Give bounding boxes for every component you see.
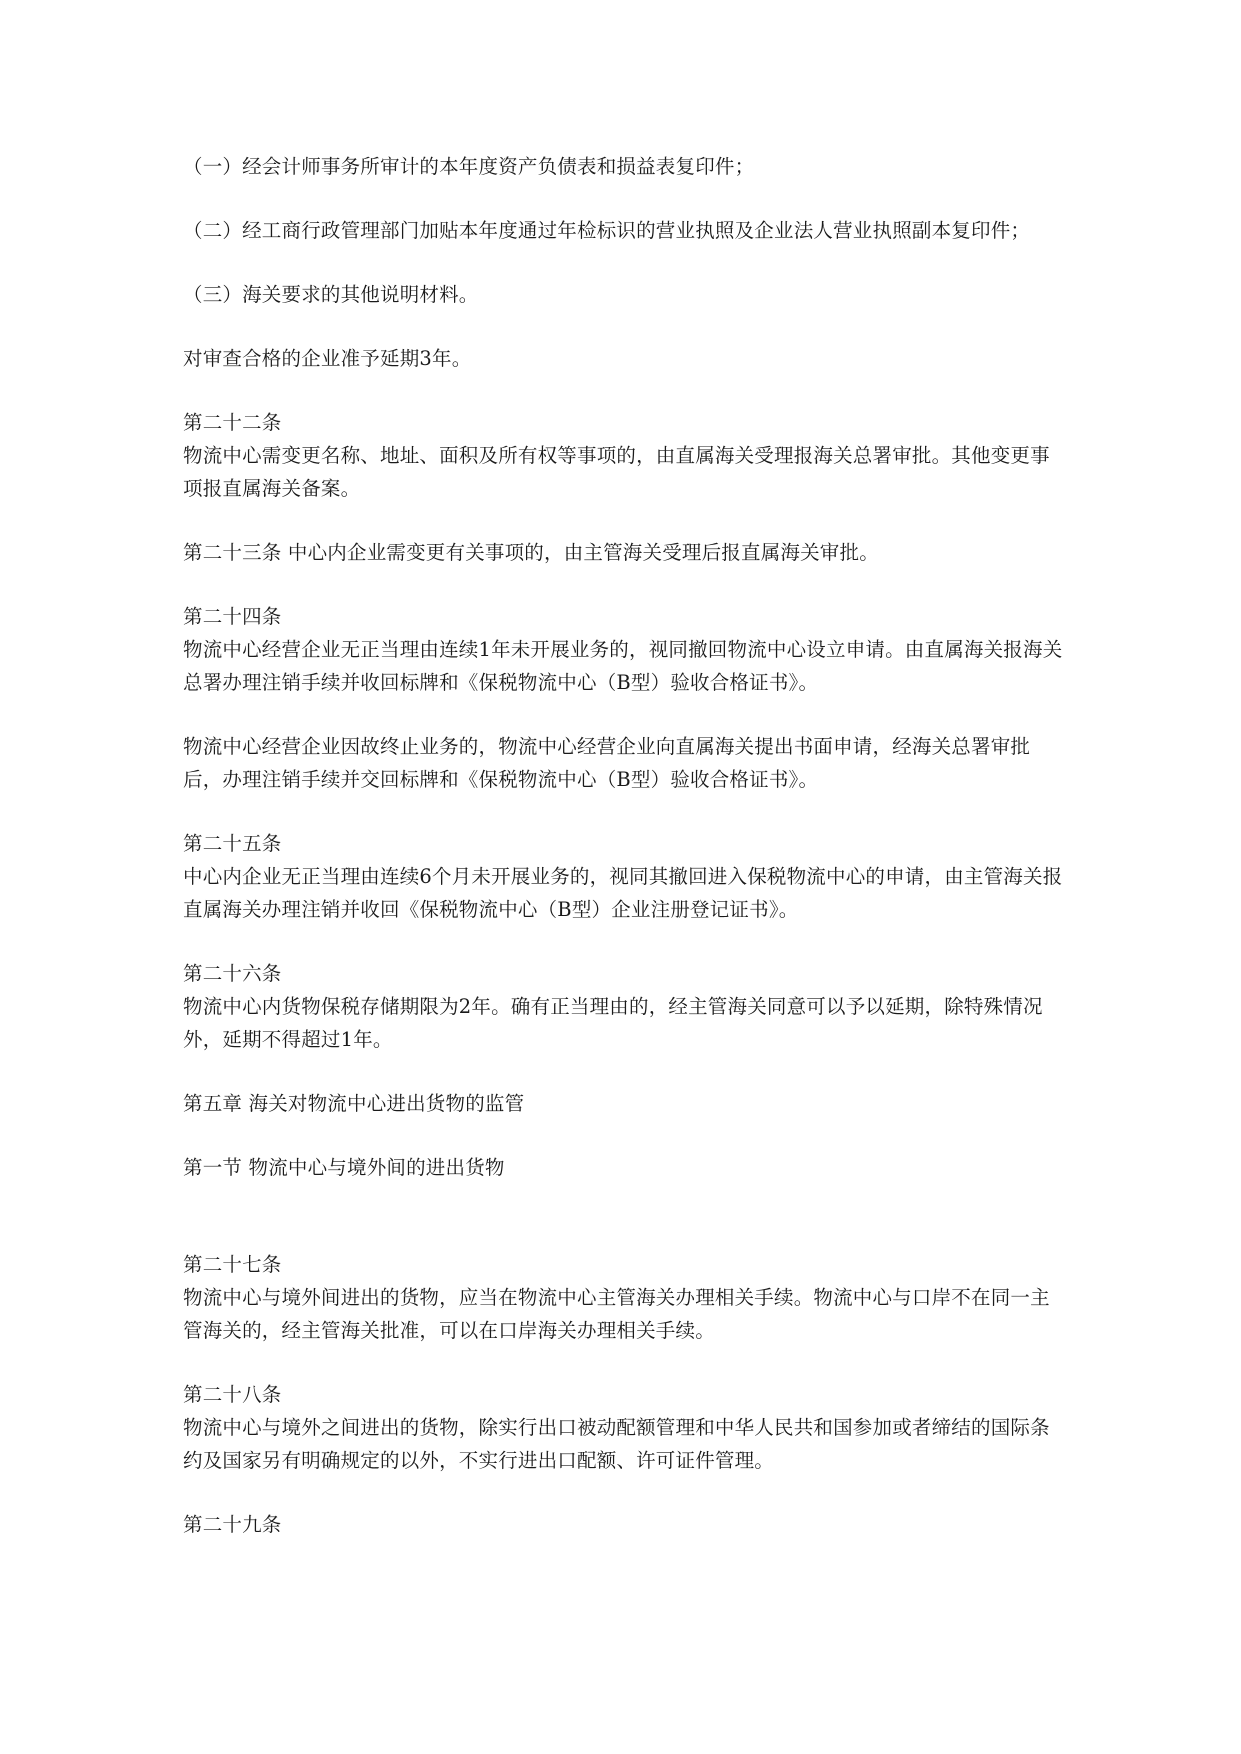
article-29-heading: 第二十九条	[183, 1513, 282, 1536]
article-27-heading: 第二十七条	[183, 1253, 282, 1276]
list-item-2: （二）经工商行政管理部门加贴本年度通过年检标识的营业执照及企业法人营业执照副本复印件；	[183, 219, 1031, 242]
list-item-1: （一）经会计师事务所审计的本年度资产负债表和损益表复印件；	[183, 155, 755, 178]
document-page	[183, 150, 1063, 1541]
article-28-heading: 第二十八条	[183, 1383, 282, 1406]
article-22-body: 物流中心需变更名称、地址、面积及所有权等事项的，由直属海关受理报海关总署审批。其他变更事项报直属海关备案。	[183, 444, 1050, 500]
article-24-body-1: 物流中心经营企业无正当理由连续1年未开展业务的，视同撤回物流中心设立申请。由直属海关报海关总署办理注销手续并收回标牌和《保税物流中心（B型）验收合格证书》。	[183, 638, 1063, 694]
list-item-3: （三）海关要求的其他说明材料。	[183, 283, 479, 306]
extension-note: 对审查合格的企业准予延期3年。	[183, 347, 472, 370]
chapter-5-title: 第五章 海关对物流中心进出货物的监管	[183, 1092, 525, 1115]
article-25-heading: 第二十五条	[183, 832, 282, 855]
article-22-heading: 第二十二条	[183, 411, 282, 434]
article-24-body-2: 物流中心经营企业因故终止业务的，物流中心经营企业向直属海关提出书面申请，经海关总署审批后，办理注销手续并交回标牌和《保税物流中心（B型）验收合格证书》。	[183, 735, 1031, 791]
article-25-body: 中心内企业无正当理由连续6个月未开展业务的，视同其撤回进入保税物流中心的申请，由主管海关报直属海关办理注销并收回《保税物流中心（B型）企业注册登记证书》。	[183, 865, 1063, 921]
article-26-body: 物流中心内货物保税存储期限为2年。确有正当理由的，经主管海关同意可以予以延期，除特殊情况外，延期不得超过1年。	[183, 995, 1043, 1051]
article-24-heading: 第二十四条	[183, 605, 282, 628]
section-1-title: 第一节 物流中心与境外间的进出货物	[183, 1156, 505, 1179]
article-28-body: 物流中心与境外之间进出的货物，除实行出口被动配额管理和中华人民共和国参加或者缔结的国际条约及国家另有明确规定的以外，不实行进出口配额、许可证件管理。	[183, 1416, 1050, 1472]
article-26-heading: 第二十六条	[183, 962, 282, 985]
article-27-body: 物流中心与境外间进出的货物，应当在物流中心主管海关办理相关手续。物流中心与口岸不在同一主管海关的，经主管海关批准，可以在口岸海关办理相关手续。	[183, 1286, 1050, 1342]
article-23: 第二十三条 中心内企业需变更有关事项的，由主管海关受理后报直属海关审批。	[183, 541, 879, 564]
